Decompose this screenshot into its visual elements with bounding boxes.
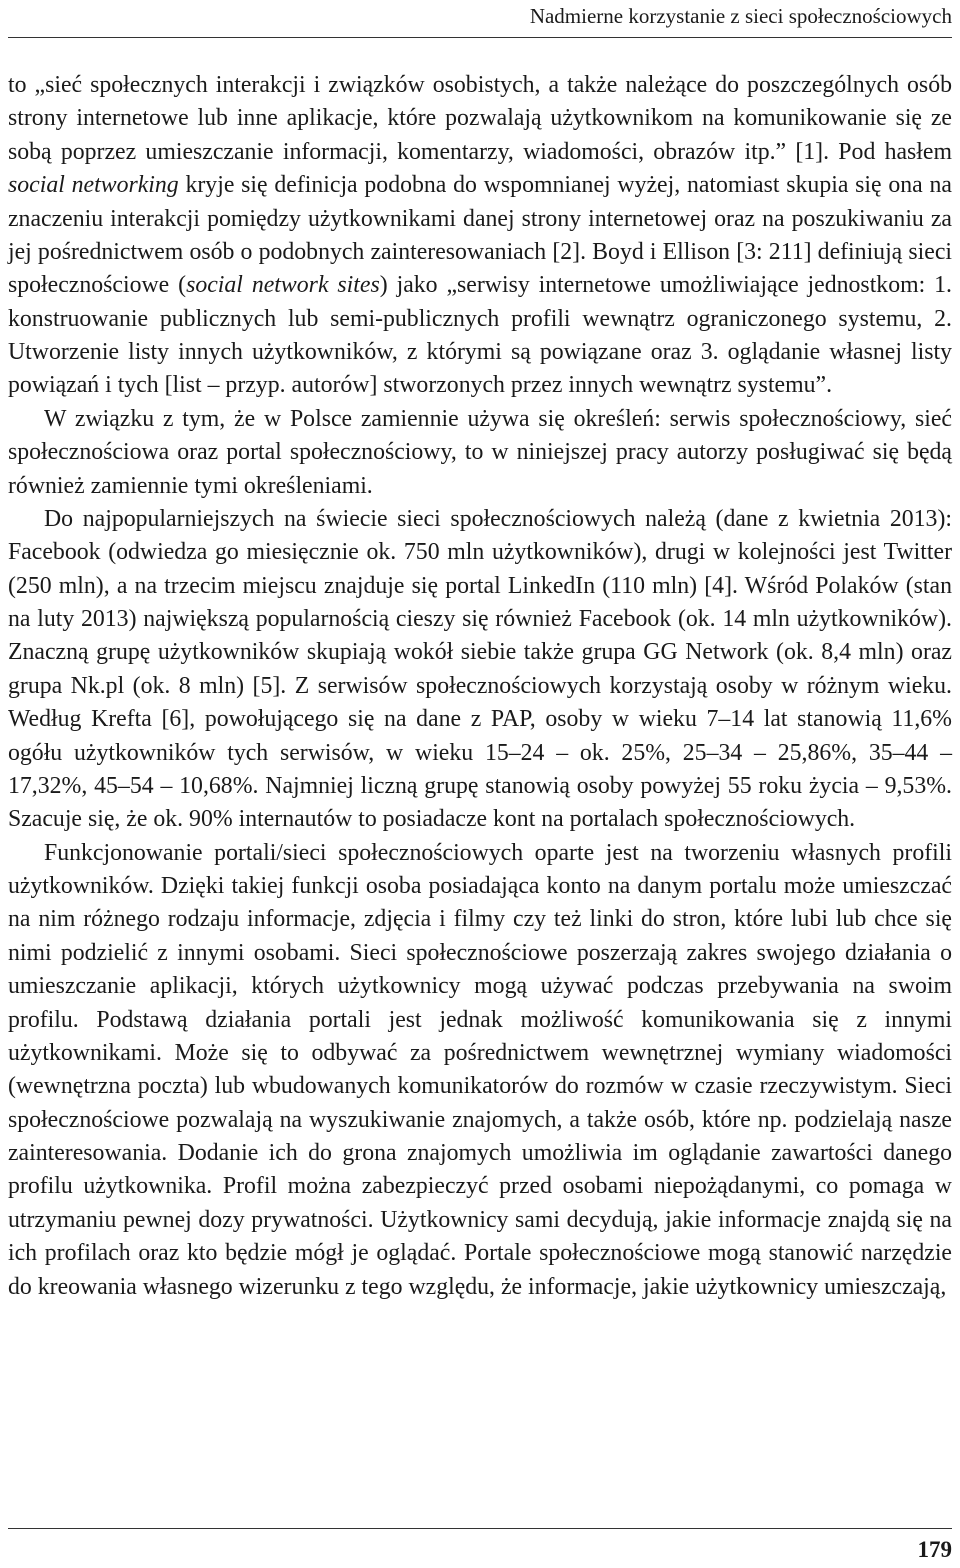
italic-term: social network sites	[186, 272, 380, 299]
paragraph	[8, 837, 952, 1304]
text-run: ) jako „serwisy internetowe umożliwiające jednostkom: 1. konstruowanie publicznych lub semi-publicznych profili wewnątrz ograniczonego systemu, 2. Utworzenie listy innych użytkowników, z którymi są powiązane oraz 3. oglądanie własnej listy powiązań i tych [list – przyp. autorów] stworzonych przez innych wewnątrz systemu”.	[8, 272, 952, 399]
paragraph-continuation	[8, 69, 952, 403]
page-number: 179	[917, 1537, 952, 1562]
page-footer	[0, 1528, 960, 1568]
paragraph	[8, 503, 952, 837]
text-run: to „sieć społecznych interakcji i związków osobistych, a także należące do poszczególnych osób strony internetowe lub inne aplikacje, które pozwalają użytkownikom na komunikowanie się ze sobą poprzez umieszczanie informacji, komentarzy, wiadomości, obrazów itp.” [1]. Pod hasłem	[8, 72, 952, 165]
header-rule	[8, 37, 952, 38]
article-body	[8, 69, 952, 1304]
footer-rule	[8, 1528, 952, 1529]
paragraph	[8, 403, 952, 503]
text-run: kryje się definicja podobna do wspomnianej wyżej, natomiast skupia się ona na znaczeniu interakcji pomiędzy użytkownikami danej strony internetowej oraz na poszukiwaniu za jej pośrednictwem osób o podobnych zainteresowaniach [2]. Boyd i Ellison [3: 211] definiują sieci społecznościowe (	[8, 172, 952, 299]
page-header	[0, 0, 960, 40]
text-run: Funkcjonowanie portali/sieci społecznościowych oparte jest na tworzeniu własnych profili użytkowników. Dzięki takiej funkcji osoba posiadająca konto na danym portalu może umieszczać na nim różnego rodzaju informacje, zdjęcia i filmy czy też linki do stron, które lubi lub chce się nimi podzielić z innymi osobami. Sieci społecznościowe poszerzają zakres swojego działania o umieszczanie aplikacji, których użytkownicy mogą używać podczas przebywania na swoim profilu. Podstawą działania portali jest jednak możliwość komunikowania się z innymi użytkownikami. Może się to odbywać za pośrednictwem wewnętrznej wymiany wiadomości (wewnętrzna poczta) lub wbudowanych komunikatorów do rozmów w czasie rzeczywistym. Sieci społecznościowe pozwalają na wyszukiwanie znajomych, a także osób, które np. podzielają nasze zainteresowania. Dodanie ich do grona znajomych umożliwia im oglądanie zawartości danego profilu użytkownika. Profil można zabezpieczyć przed osobami niepożądanymi, co pomaga w utrzymaniu pewnej dozy prywatności. Użytkownicy sami decydują, jakie informacje znajdą się na ich profilach oraz kto będzie mógł je oglądać. Portale społecznościowe mogą stanowić narzędzie do kreowania własnego wizerunku z tego względu, że informacje, jakie użytkownicy umieszczają,	[8, 839, 952, 1300]
text-run: Do najpopularniejszych na świecie sieci społecznościowych należą (dane z kwietnia 2013): Facebook (odwiedza go miesięcznie ok. 750 mln użytkowników), drugi w kolejności jest Twitter (250 mln), a na trzecim miejscu znajduje się portal LinkedIn (110 mln) [4]. Wśród Polaków (stan na luty 2013) największą popularnością cieszy się również Facebook (ok. 14 mln użytkowników). Znaczną grupę użytkowników skupiają wokół siebie także grupa GG Network (ok. 8,4 mln) oraz grupa Nk.pl (ok. 8 mln) [5]. Z serwisów społecznościowych korzystają osoby w różnym wieku. Według Krefta [6], powołującego się na dane z PAP, osoby w wieku 7–14 lat stanowią 11,6% ogółu użytkowników tych serwisów, w wieku 15–24 – ok. 25%, 25–34 – 25,86%, 35–44 – 17,32%, 45–54 – 10,68%. Najmniej liczną grupę stanowią osoby powyżej 55 roku życia – 9,53%. Szacuje się, że ok. 90% internautów to posiadacze kont na portalach społecznościowych.	[8, 505, 952, 833]
running-title: Nadmierne korzystanie z sieci społecznościowych	[529, 4, 952, 28]
italic-term: social networking	[8, 172, 179, 199]
text-run: W związku z tym, że w Polsce zamiennie używa się określeń: serwis społecznościowy, sieć społecznościowa oraz portal społecznościowy, to w niniejszej pracy autorzy posługiwać się będą również zamiennie tymi określeniami.	[8, 405, 952, 499]
